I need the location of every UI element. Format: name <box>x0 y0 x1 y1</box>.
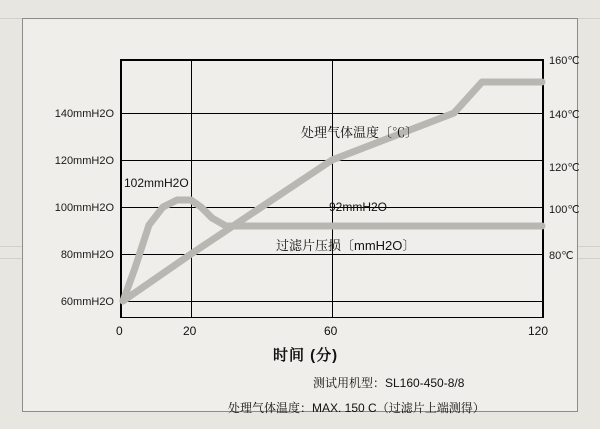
chart-figure <box>22 18 580 415</box>
right-axis-tick-label-120: 120℃ <box>549 162 580 174</box>
left-axis-tick-label-80: 80mmH2O <box>60 249 114 261</box>
annotation-102mmH2O: 102mmH2O <box>124 176 189 190</box>
x-axis-tick-label-120: 120 <box>528 324 549 338</box>
note-gas-temperature: 处理气体温度：MAX. 150 C（过滤片上端测得） <box>228 401 485 415</box>
x-axis-title: 时间 (分) <box>273 347 339 364</box>
annotation-filter-pressure-loss-label: 过滤片压损〔mmH2O〕 <box>276 238 416 253</box>
right-axis-tick-label-160: 160℃ <box>549 55 580 67</box>
left-axis-tick-label-140: 140mmH2O <box>54 108 114 120</box>
plot-area <box>120 59 544 318</box>
left-axis-tick-label-60: 60mmH2O <box>60 296 114 308</box>
right-axis-tick-label-80: 80℃ <box>549 250 574 262</box>
right-axis-tick-label-140: 140℃ <box>549 109 580 121</box>
plot-bottom-axis <box>121 317 543 318</box>
left-axis-tick-label-120: 120mmH2O <box>54 155 114 167</box>
annotation-92mmH2O: 92mmH2O <box>329 200 388 214</box>
gas-temperature-curve <box>123 82 542 301</box>
x-axis-tick-label-60: 60 <box>324 324 338 338</box>
x-axis-tick-label-0: 0 <box>116 324 123 338</box>
left-axis-tick-label-100: 100mmH2O <box>54 202 114 214</box>
annotation-gas-temperature-label: 处理气体温度〔℃〕 <box>301 125 419 140</box>
note-test-model: 测试用机型：SL160-450-8/8 <box>313 376 465 390</box>
x-axis-tick-label-20: 20 <box>183 324 197 338</box>
right-axis-tick-label-100: 100℃ <box>549 204 580 216</box>
